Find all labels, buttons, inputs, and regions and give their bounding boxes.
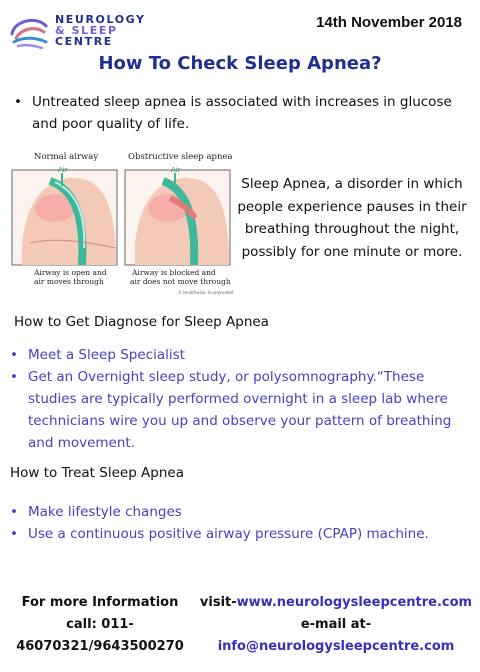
visit-prefix: visit-	[199, 595, 237, 610]
brand-line-2: & SLEEP	[55, 24, 118, 37]
logo-swirl-icon	[8, 12, 52, 52]
visit-line	[198, 592, 474, 614]
intro-list	[10, 91, 465, 135]
brand-line-1: NEUROLOGY	[55, 13, 146, 26]
email-link[interactable]: info@neurologysleepcentre.com	[217, 639, 455, 654]
intro-bullet: • Untreated sleep apnea is associated with increases in glucose and poor quality of life.	[10, 91, 465, 135]
treat-heading: How to Treat Sleep Apnea	[10, 465, 184, 481]
list-item: • Get an Overnight sleep study, or polysomnography.“These studies are typically performed overnight in a sleep lab where technicians wire you up and observe your pattern of breathing and movement.	[6, 366, 461, 454]
contact-line-2: call: 011-	[66, 617, 134, 632]
contact-line-1: For more Information	[21, 595, 179, 610]
air-label-right: Air	[171, 166, 181, 174]
osa-caption-2: air does not move through	[130, 277, 231, 286]
diagram-credit: © Healthwise, Incorporated	[178, 290, 234, 295]
normal-airway-title: Normal airway	[34, 152, 99, 162]
brand-name	[55, 14, 146, 47]
list-item: • Make lifestyle changes	[6, 501, 466, 523]
sleep-apnea-description: Sleep Apnea, a disorder in which people experience pauses in their breathing throughout the night, possibly for one minute or more.	[237, 176, 467, 260]
diagnose-heading: How to Get Diagnose for Sleep Apnea	[14, 314, 269, 330]
diagnose-list	[6, 344, 461, 454]
website-link[interactable]: www.neurologysleepcentre.com	[236, 595, 473, 610]
web-contact	[198, 592, 474, 658]
normal-caption-1: Airway is open and	[34, 268, 107, 277]
page-title: How To Check Sleep Apnea?	[98, 53, 382, 74]
brand-logo	[8, 12, 146, 52]
list-item: • Use a continuous positive airway pressure (CPAP) machine.	[6, 523, 466, 545]
normal-caption-2: air moves through	[34, 277, 104, 286]
email-label: e-mail at-	[300, 617, 372, 632]
treat-list	[6, 501, 466, 545]
brand-line-3: CENTRE	[55, 35, 113, 48]
publish-date: 14th November 2018	[316, 14, 462, 31]
air-label-left: Air	[58, 166, 68, 174]
osa-caption-1: Airway is blocked and	[132, 268, 216, 277]
airway-diagram	[10, 148, 235, 298]
contact-phone: 46070321/9643500270	[16, 639, 184, 654]
osa-title: Obstructive sleep apnea	[128, 152, 233, 162]
normal-airway-panel	[12, 166, 117, 265]
osa-panel	[125, 166, 230, 265]
list-item: • Meet a Sleep Specialist	[6, 344, 461, 366]
contact-info	[10, 592, 190, 658]
